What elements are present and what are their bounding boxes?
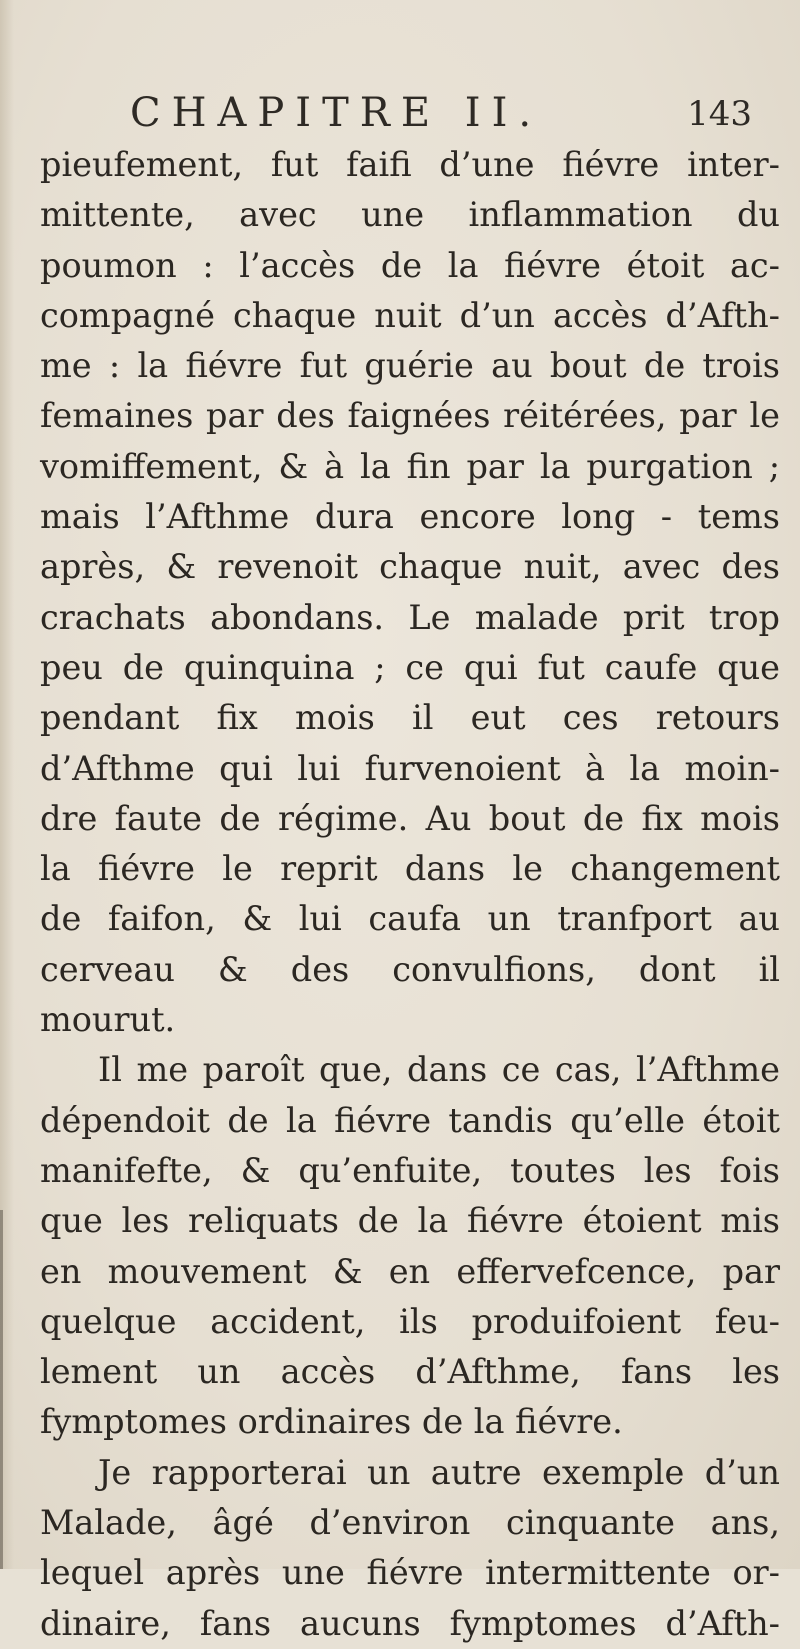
text-line: compagné chaque nuit d’un accès d’Afth- [40,295,780,335]
text-line: dre faute de régime. Au bout de fix mois [40,798,780,838]
text-line: lequel après une fiévre intermittente or- [40,1553,780,1593]
page-number: 143 [687,94,752,134]
text-line: vomiffement, & à la fin par la purgation ; [40,446,780,486]
binding-edge-line [0,1210,3,1569]
text-line: quelque accident, ils produifoient feu- [40,1301,780,1341]
text-line: poumon : l’accès de la fiévre étoit ac- [40,245,780,285]
text-line: de faifon, & lui caufa un tranfport au [40,899,780,939]
text-line: me : la fiévre fut guérie au bout de trois [40,346,780,386]
text-line: pendant fix mois il eut ces retours [40,698,780,738]
text-line: la fiévre le reprit dans le changement [40,849,780,889]
text-line: que les reliquats de la fiévre étoient mis [40,1201,780,1241]
text-line-paragraph-end: fymptomes ordinaires de la fiévre. [40,1402,623,1442]
text-line: dinaire, fans aucuns fymptomes d’Afth- [40,1603,780,1643]
text-line: crachats abondans. Le malade prit trop [40,597,780,637]
text-line: cerveau & des convulfions, dont il [40,949,780,989]
text-line: lement un accès d’Afthme, fans les [40,1352,780,1392]
text-line: dépendoit de la fiévre tandis qu’elle étoit [40,1100,780,1140]
text-line: après, & revenoit chaque nuit, avec des [40,547,780,587]
text-line: en mouvement & en effervefcence, par [40,1251,780,1291]
text-line-paragraph-start: Il me paroît que, dans ce cas, l’Afthme [98,1050,780,1090]
running-head: CHAPITRE II. [130,90,543,136]
text-line: mais l’Afthme dura encore long - tems [40,497,780,537]
text-line: d’Afthme qui lui furvenoient à la moin- [40,748,780,788]
text-line: manifefte, & qu’enfuite, toutes les fois [40,1150,780,1190]
text-line: pieufement, fut faifi d’une fiévre inter- [40,145,780,184]
text-line: mittente, avec une inflammation du [40,195,780,235]
text-line-paragraph-end: mourut. [40,1000,176,1040]
text-line: Malade, âgé d’environ cinquante ans, [40,1503,780,1543]
text-line: femaines par des faignées réitérées, par le [40,396,780,436]
text-line: peu de quinquina ; ce qui fut caufe que [40,647,780,687]
body-text [40,140,780,1649]
text-line-paragraph-start: Je rapporterai un autre exemple d’un [98,1452,780,1492]
